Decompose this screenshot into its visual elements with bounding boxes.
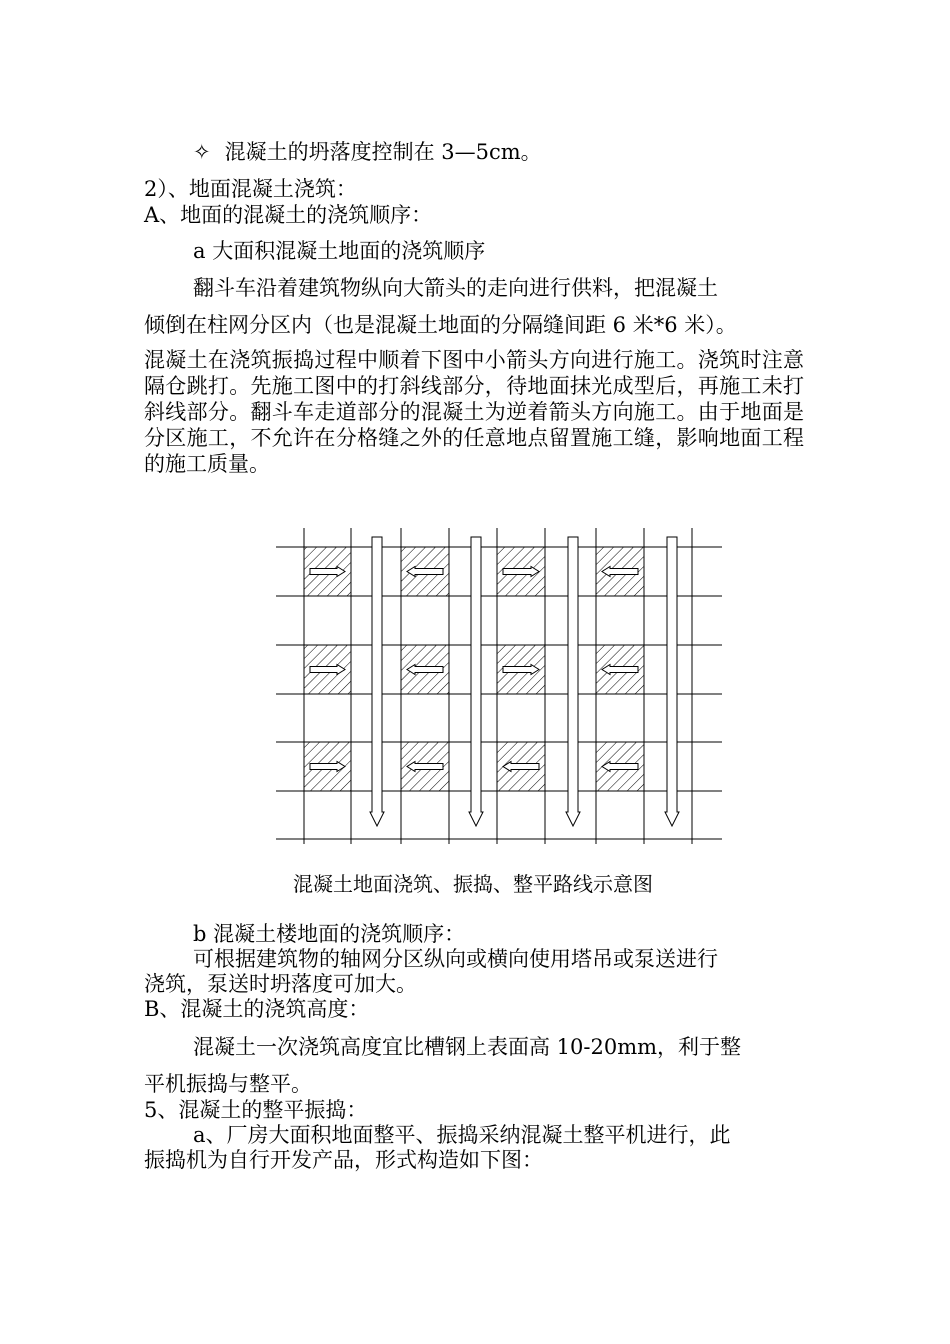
heading-2: 2）、地面混凝土浇筑： bbox=[144, 177, 357, 201]
paragraph-1-line-2: 倾倒在柱网分区内（也是混凝土地面的分隔缝间距 6 米*6 米）。 bbox=[144, 313, 737, 337]
pouring-route-diagram bbox=[276, 528, 722, 844]
paragraph-5-line-1: a、厂房大面积地面整平、振捣采纳混凝土整平机进行，此 bbox=[193, 1123, 731, 1147]
small-arrow-left-icon bbox=[602, 567, 638, 577]
small-arrow-right-icon bbox=[310, 762, 345, 772]
small-arrow-right-icon bbox=[310, 665, 345, 675]
bullet-line bbox=[193, 139, 542, 165]
large-arrow-down-icon bbox=[665, 537, 679, 826]
diagram-caption: 混凝土地面浇筑、振捣、整平路线示意图 bbox=[293, 872, 653, 896]
bullet-text: 混凝土的坍落度控制在 3—5cm。 bbox=[224, 140, 542, 164]
small-arrow-left-icon bbox=[602, 665, 638, 675]
small-arrow-right-icon bbox=[503, 567, 539, 577]
small-arrow-left-icon bbox=[407, 567, 443, 577]
heading-a: a 大面积混凝土地面的浇筑顺序 bbox=[193, 239, 486, 263]
paragraph-1-line-1: 翻斗车沿着建筑物纵向大箭头的走向进行供料，把混凝土 bbox=[193, 276, 718, 300]
paragraph-3-line-1: 可根据建筑物的轴网分区纵向或横向使用塔吊或泵送进行 bbox=[193, 947, 718, 971]
paragraph-2: 混凝土在浇筑振捣过程中顺着下图中小箭头方向进行施工。浇筑时注意隔仓跳打。先施工图中的打斜线部分，待地面抹光成型后，再施工未打斜线部分。翻斗车走道部分的混凝土为逆着箭头方向施工。由于地面是分区施工，不允许在分格缝之外的任意地点留置施工缝，影响地面工程的施工质量。 bbox=[144, 348, 804, 476]
small-arrow-right-icon bbox=[503, 665, 539, 675]
heading-b: b 混凝土楼地面的浇筑顺序： bbox=[193, 922, 466, 946]
large-arrow-down-icon bbox=[566, 537, 580, 826]
large-arrow-down-icon bbox=[370, 537, 384, 826]
large-arrow-down-icon bbox=[469, 537, 483, 826]
small-arrow-left-icon bbox=[407, 665, 443, 675]
small-arrow-left-icon bbox=[602, 762, 638, 772]
heading-A: A、地面的混凝土的浇筑顺序： bbox=[144, 203, 433, 227]
paragraph-3-line-2: 浇筑，泵送时坍落度可加大。 bbox=[144, 972, 417, 996]
small-arrow-left-icon bbox=[503, 762, 539, 772]
diamond-bullet-icon: ✧ bbox=[193, 140, 211, 164]
paragraph-4-line-1: 混凝土一次浇筑高度宜比槽钢上表面高 10-20mm，利于整 bbox=[193, 1035, 742, 1059]
small-arrow-right-icon bbox=[310, 567, 345, 577]
paragraph-4-line-2: 平机振捣与整平。 bbox=[144, 1072, 312, 1096]
small-arrow-left-icon bbox=[407, 762, 443, 772]
paragraph-5-line-2: 振捣机为自行开发产品，形式构造如下图： bbox=[144, 1148, 543, 1172]
heading-B: B、混凝土的浇筑高度： bbox=[144, 997, 370, 1021]
heading-5: 5、混凝土的整平振捣： bbox=[144, 1098, 368, 1122]
